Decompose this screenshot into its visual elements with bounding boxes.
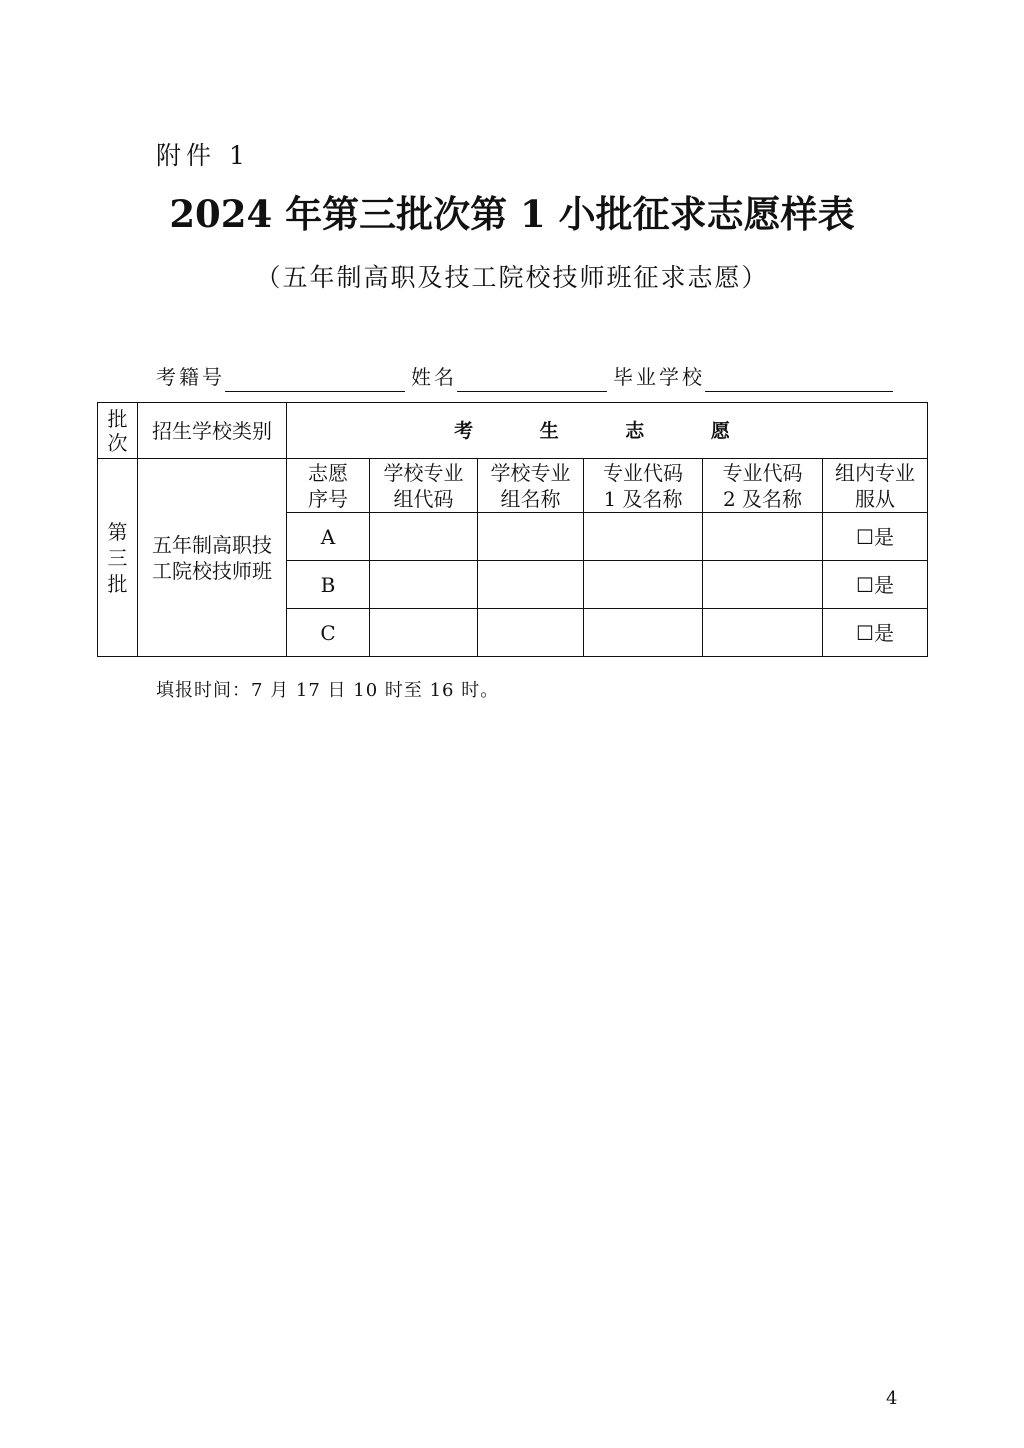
school-label: 毕业学校 <box>613 365 705 389</box>
row-seq: A <box>287 513 370 561</box>
school-blank[interactable] <box>705 369 893 392</box>
table-cell[interactable] <box>370 609 478 657</box>
col-header: 学校专业组代码 <box>370 459 478 513</box>
batch-header: 批次 <box>98 403 138 459</box>
col-header: 组内专业服从 <box>823 459 928 513</box>
exam-no-blank[interactable] <box>225 369 405 392</box>
col-header: 专业代码 1 及名称 <box>584 459 703 513</box>
table-cell[interactable] <box>584 513 703 561</box>
table-cell[interactable] <box>584 561 703 609</box>
table-cell[interactable] <box>703 561 823 609</box>
school-type-cell: 五年制高职技工院校技师班 <box>138 459 287 657</box>
obey-checkbox[interactable]: ☐是 <box>823 561 928 609</box>
obey-checkbox[interactable]: ☐是 <box>823 513 928 561</box>
wish-header: 考 生 志 愿 <box>287 403 928 459</box>
col-header: 学校专业组名称 <box>478 459 584 513</box>
attachment-label: 附件 1 <box>156 141 250 170</box>
page-number: 4 <box>886 1388 898 1409</box>
filing-time-note: 填报时间：7 月 17 日 10 时至 16 时。 <box>156 680 500 701</box>
school-type-header: 招生学校类别 <box>138 403 287 459</box>
table-cell[interactable] <box>703 609 823 657</box>
table-cell[interactable] <box>478 609 584 657</box>
table-cell[interactable] <box>584 609 703 657</box>
row-seq: B <box>287 561 370 609</box>
page-subtitle: （五年制高职及技工院校技师班征求志愿） <box>255 263 769 292</box>
batch-cell: 第三批 <box>98 459 138 657</box>
row-seq: C <box>287 609 370 657</box>
table-cell[interactable] <box>370 561 478 609</box>
table-cell[interactable] <box>703 513 823 561</box>
col-header: 志愿序号 <box>287 459 370 513</box>
table-cell[interactable] <box>478 513 584 561</box>
name-blank[interactable] <box>457 369 607 392</box>
exam-no-label: 考籍号 <box>156 365 225 389</box>
name-label: 姓名 <box>411 365 457 389</box>
table-cell[interactable] <box>478 561 584 609</box>
page-title: 2024 年第三批次第 1 小批征求志愿样表 <box>169 192 855 236</box>
applicant-fields <box>156 361 893 390</box>
col-header: 专业代码 2 及名称 <box>703 459 823 513</box>
table-cell[interactable] <box>370 513 478 561</box>
obey-checkbox[interactable]: ☐是 <box>823 609 928 657</box>
wish-table <box>97 402 928 657</box>
